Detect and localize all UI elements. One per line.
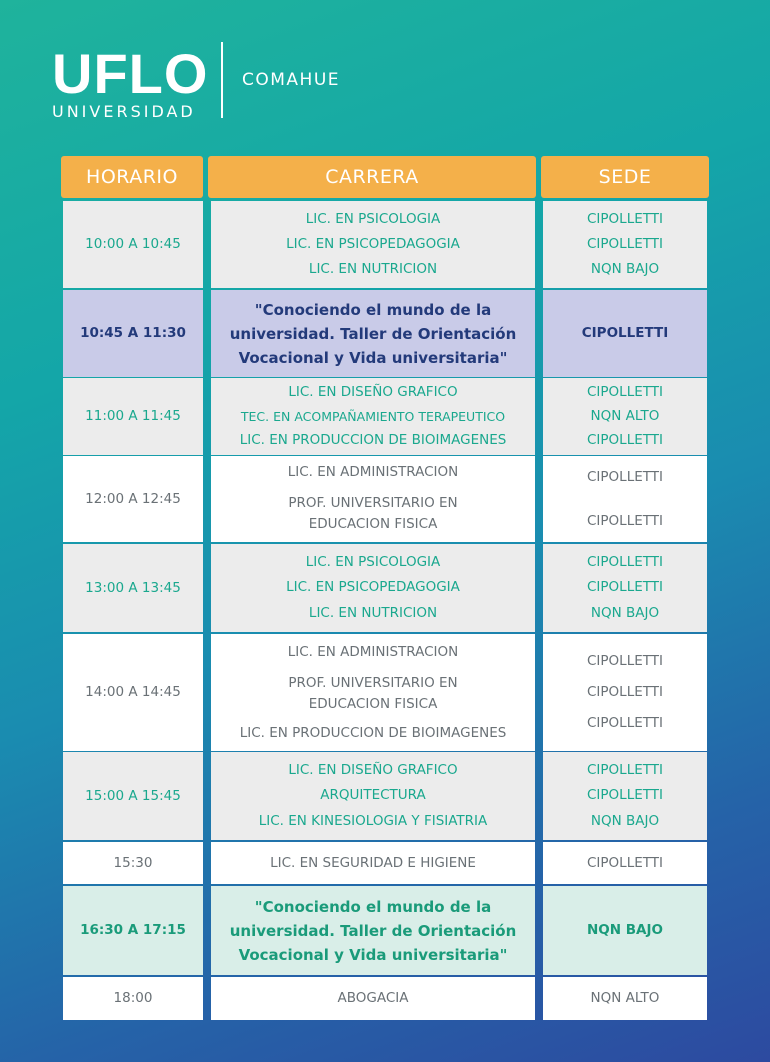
career-text: TEC. EN ACOMPAÑAMIENTO TERAPEUTICO [240,408,506,424]
time-cell [63,634,203,751]
workshop-text: Vocacional y Vida universitaria" [238,348,508,367]
campus-text: CIPOLLETTI [587,854,663,871]
campus-text: CIPOLLETTI [587,468,663,485]
campus-text: CIPOLLETTI [587,579,663,596]
career-text: PROF. UNIVERSITARIO EN [288,674,458,691]
campus-text: NQN ALTO [590,407,660,424]
career-text: LIC. EN DISEÑO GRAFICO [288,762,458,779]
career-text: ABOGACIA [337,990,409,1006]
campus-cell [543,378,707,455]
career-text: LIC. EN PSICOLOGIA [305,211,441,227]
career-cell [211,752,535,840]
logo-divider [221,42,223,118]
campus-cell [543,201,707,288]
career-text: PROF. UNIVERSITARIO EN [288,494,458,511]
schedule-row [61,378,709,455]
schedule-row [61,842,709,884]
logo-sub: UNIVERSIDAD [52,102,196,121]
career-cell [211,977,535,1020]
campus-cell [543,290,707,377]
workshop-text: Vocacional y Vida universitaria" [238,945,508,964]
campus-text: CIPOLLETTI [587,236,663,252]
career-text: LIC. EN PSICOLOGIA [305,554,441,571]
campus-cell [543,842,707,884]
career-text: LIC. EN NUTRICION [308,604,438,621]
career-cell [211,201,535,288]
schedule-row [61,201,709,288]
schedule-row [61,544,709,632]
campus-text: CIPOLLETTI [587,684,663,700]
time-text: 14:00 A 14:45 [85,684,181,700]
time-text: 10:45 A 11:30 [80,325,186,341]
career-cell [211,544,535,632]
campus-text: CIPOLLETTI [587,211,663,227]
campus-text: CIPOLLETTI [587,653,663,669]
career-text: LIC. EN KINESIOLOGIA Y FISIATRIA [258,812,488,829]
campus-cell [543,634,707,751]
schedule-row [61,456,709,542]
career-text: LIC. EN ADMINISTRACION [287,463,459,480]
campus-text: CIPOLLETTI [587,715,663,731]
time-text: 15:00 A 15:45 [85,787,181,804]
schedule-row-workshop [61,290,709,377]
campus-text: NQN ALTO [590,990,660,1006]
career-cell [211,290,535,377]
campus-name: COMAHUE [242,70,341,90]
logo-main: UFLO [52,42,209,105]
career-text: LIC. EN SEGURIDAD E HIGIENE [270,854,476,871]
career-text: EDUCACION FISICA [308,515,438,532]
career-cell [211,378,535,455]
time-cell [63,977,203,1020]
campus-cell [543,977,707,1020]
campus-text: NQN BAJO [590,604,660,621]
time-cell [63,544,203,632]
career-text: EDUCACION FISICA [308,695,438,712]
schedule-row [61,634,709,751]
time-cell [63,201,203,288]
workshop-text: universidad. Taller de Orientación [229,324,517,343]
time-text: 15:30 [113,854,153,871]
time-cell [63,290,203,377]
career-text: LIC. EN PSICOPEDAGOGIA [286,236,460,252]
career-text: LIC. EN PSICOPEDAGOGIA [286,579,460,596]
campus-text: CIPOLLETTI [587,431,663,448]
workshop-text: "Conociendo el mundo de la [254,300,492,319]
time-cell [63,842,203,884]
time-text: 16:30 A 17:15 [80,922,186,938]
career-text: LIC. EN PRODUCCION DE BIOIMAGENES [239,431,507,448]
campus-cell [543,886,707,975]
campus-cell [543,752,707,840]
career-cell [211,886,535,975]
career-cell [211,634,535,751]
career-text: LIC. EN PRODUCCION DE BIOIMAGENES [239,724,507,741]
campus-text: CIPOLLETTI [587,512,663,529]
workshop-text: universidad. Taller de Orientación [229,921,517,940]
career-text: LIC. EN ADMINISTRACION [287,643,459,660]
header-sede: SEDE [541,156,709,198]
campus-text: CIPOLLETTI [587,787,663,804]
career-text: LIC. EN DISEÑO GRAFICO [288,384,458,401]
career-cell [211,842,535,884]
time-cell [63,752,203,840]
campus-text: NQN BAJO [590,812,660,829]
time-cell [63,886,203,975]
time-text: 11:00 A 11:45 [85,408,181,424]
career-text: LIC. EN NUTRICION [308,261,438,277]
campus-cell [543,544,707,632]
header-carrera: CARRERA [208,156,536,198]
campus-text: NQN BAJO [586,922,663,938]
schedule-row [61,752,709,840]
time-text: 18:00 [113,990,153,1006]
schedule-row-workshop [61,886,709,975]
time-cell [63,456,203,542]
header-horario: HORARIO [61,156,203,198]
logo [52,42,209,121]
campus-cell [543,456,707,542]
workshop-text: "Conociendo el mundo de la [254,897,492,916]
time-text: 12:00 A 12:45 [85,490,181,507]
campus-text: CIPOLLETTI [581,325,669,341]
time-text: 13:00 A 13:45 [85,579,181,596]
schedule-row [61,977,709,1020]
campus-text: CIPOLLETTI [587,554,663,571]
campus-text: NQN BAJO [590,261,660,277]
campus-text: CIPOLLETTI [587,762,663,779]
time-cell [63,378,203,455]
career-cell [211,456,535,542]
campus-text: CIPOLLETTI [587,384,663,401]
time-text: 10:00 A 10:45 [85,236,181,252]
career-text: ARQUITECTURA [320,787,426,804]
